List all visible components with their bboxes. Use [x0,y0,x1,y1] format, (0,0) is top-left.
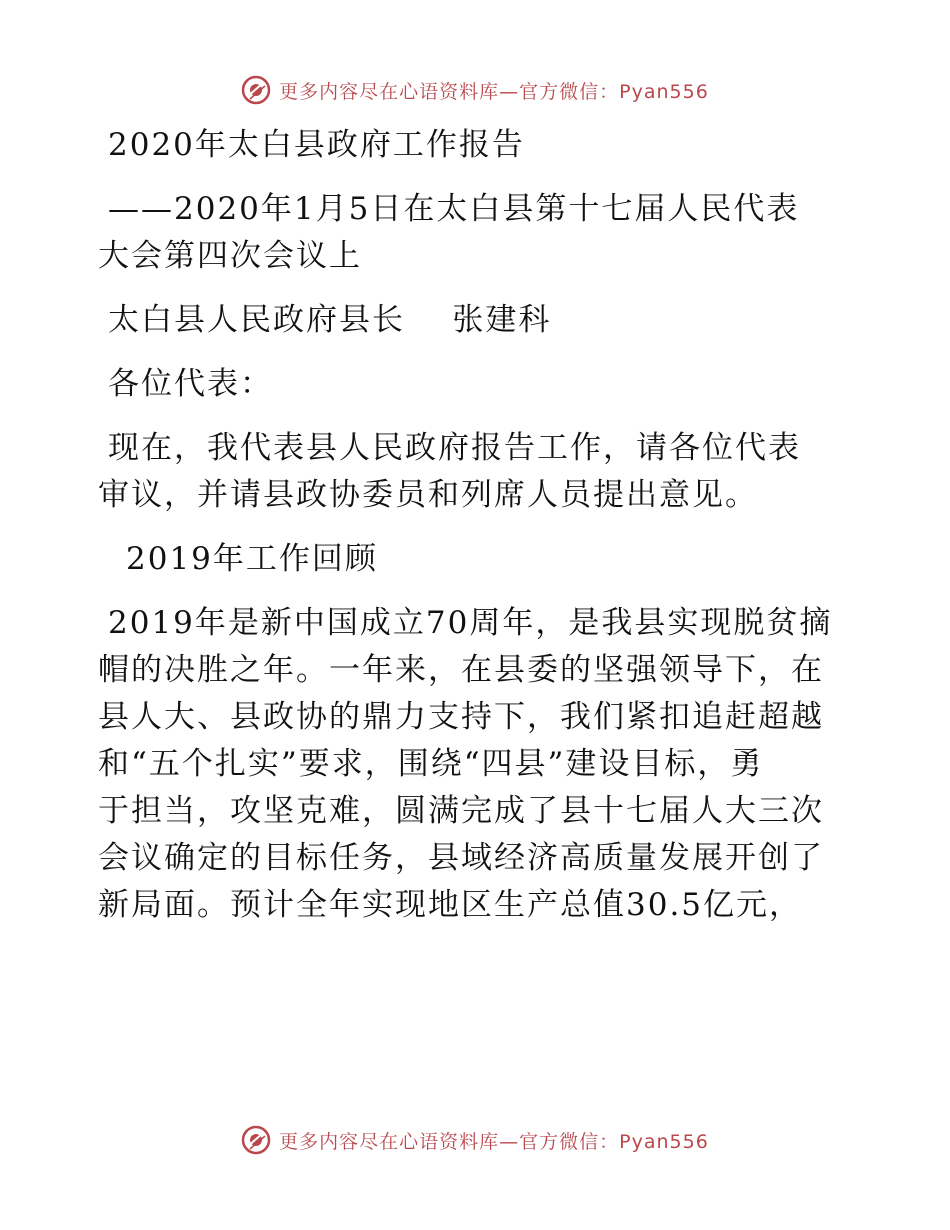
document-title: 2020年太白县政府工作报告 [108,127,525,163]
body-line-2: 帽的决胜之年。一年来，在县委的坚强领导下，在 [98,652,824,688]
watermark-text: 更多内容尽在心语资料库—官方微信：Pyan556 [279,1130,709,1153]
header-watermark-banner [0,70,950,110]
body-line-3: 县人大、县政协的鼎力支持下，我们紧扣追赶超越 [98,699,824,735]
body-line-5: 于担当，攻坚克难，圆满完成了县十七届人大三次 [98,793,824,829]
document-salutation: 各位代表： [108,366,273,402]
intro-line-1: 现在，我代表县人民政府报告工作，请各位代表 [108,430,801,466]
body-line-7: 新局面。预计全年实现地区生产总值30.5亿元， [98,887,803,923]
intro-line-2: 审议，并请县政协委员和列席人员提出意见。 [98,477,758,513]
body-line-1: 2019年是新中国成立70周年，是我县实现脱贫摘 [108,605,833,641]
document-subtitle-line-1: ——2020年1月5日在太白县第十七届人民代表 [108,191,800,227]
document-body [98,122,858,929]
seal-logo-icon [241,75,271,105]
watermark-text: 更多内容尽在心语资料库—官方微信：Pyan556 [279,80,709,103]
body-line-6: 会议确定的目标任务，县域经济高质量发展开创了 [98,840,824,876]
document-author: 太白县人民政府县长 张建科 [108,302,552,338]
document-subtitle-line-2: 大会第四次会议上 [98,238,362,274]
body-line-4: 和“五个扎实”要求，围绕“四县”建设目标，勇 [98,746,764,782]
seal-logo-icon [241,1125,271,1155]
footer-watermark-banner [0,1120,950,1160]
section-heading: 2019年工作回顾 [126,541,378,577]
